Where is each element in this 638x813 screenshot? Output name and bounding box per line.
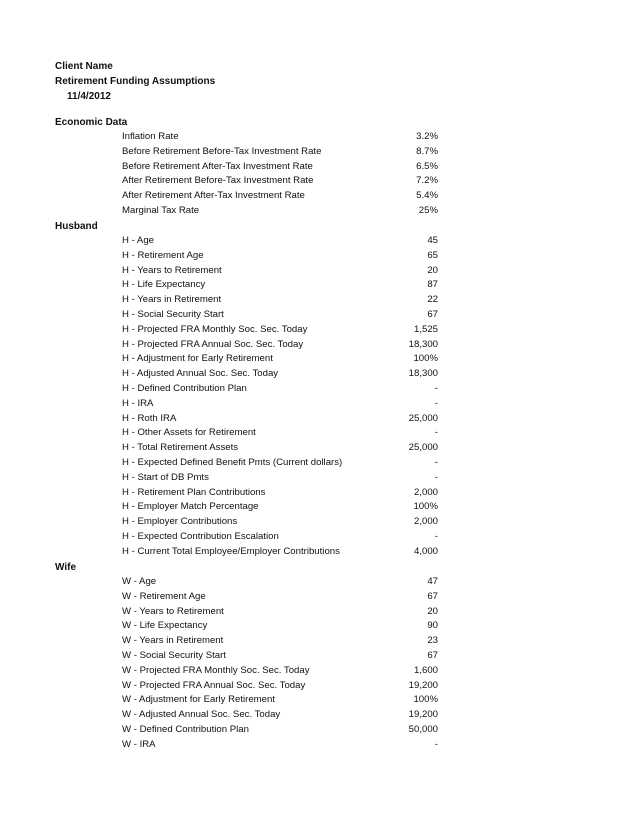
row-value: 8.7% <box>416 145 438 157</box>
row-value: 87 <box>427 279 438 291</box>
row-value: - <box>434 382 438 394</box>
row-label: H - Other Assets for Retirement <box>122 427 256 439</box>
row-value: 19,200 <box>408 679 438 691</box>
row-value: - <box>434 738 438 750</box>
document-title: Retirement Funding Assumptions <box>55 76 216 87</box>
row-value: 67 <box>427 590 438 602</box>
row-value: - <box>434 456 438 468</box>
row-value: - <box>434 471 438 483</box>
row-label: W - Adjustment for Early Retirement <box>122 694 276 706</box>
row-label: Before Retirement After-Tax Investment Rate <box>122 160 313 172</box>
row-value: 50,000 <box>408 723 438 735</box>
husband-table-row <box>0 367 638 382</box>
wife-table-row <box>0 693 638 708</box>
row-value: 100% <box>413 501 438 513</box>
row-value: 67 <box>427 308 438 320</box>
husband-table-row <box>0 382 638 397</box>
husband-table-row <box>0 456 638 471</box>
husband-table-row <box>0 234 638 249</box>
husband-table-row <box>0 500 638 515</box>
row-label: W - IRA <box>122 738 156 750</box>
husband-table-row <box>0 412 638 427</box>
wife-table-row <box>0 738 638 753</box>
row-label: W - Adjusted Annual Soc. Sec. Today <box>122 709 281 721</box>
husband-table-row <box>0 308 638 323</box>
row-value: 1,525 <box>413 323 438 335</box>
row-value: 90 <box>427 620 438 632</box>
row-label: H - Years in Retirement <box>122 294 222 306</box>
row-label: W - Retirement Age <box>122 590 206 602</box>
husband-table-row <box>0 338 638 353</box>
row-label: H - Current Total Employee/Employer Contributions <box>122 545 340 557</box>
row-label: Inflation Rate <box>122 131 179 142</box>
row-label: W - Defined Contribution Plan <box>122 723 249 735</box>
document-date: 11/4/2012 <box>67 91 111 102</box>
row-label: H - Employer Match Percentage <box>122 501 259 513</box>
husband-table-row <box>0 323 638 338</box>
wife-table-row <box>0 723 638 738</box>
row-label: H - Social Security Start <box>122 308 224 320</box>
row-value: - <box>434 530 438 542</box>
row-label: After Retirement After-Tax Investment Rate <box>122 190 305 202</box>
row-value: 100% <box>413 353 438 365</box>
row-label: H - Projected FRA Monthly Soc. Sec. Today <box>122 323 308 335</box>
row-label: Marginal Tax Rate <box>122 204 200 216</box>
row-value: 2,000 <box>413 486 438 498</box>
husband-table-row <box>0 264 638 279</box>
husband-table-row <box>0 530 638 545</box>
economic-table-row <box>0 145 638 160</box>
row-label: H - Roth IRA <box>122 412 177 424</box>
husband-table-row <box>0 515 638 530</box>
economic-table-row <box>0 204 638 219</box>
husband-table-row <box>0 486 638 501</box>
row-value: 6.5% <box>416 160 438 172</box>
economic-table-row <box>0 130 638 145</box>
husband-table-row <box>0 249 638 264</box>
husband-table-row <box>0 352 638 367</box>
row-label: H - Expected Contribution Escalation <box>122 530 279 542</box>
row-label: H - Start of DB Pmts <box>122 471 209 483</box>
row-value: 67 <box>427 649 438 661</box>
husband-table-row <box>0 278 638 293</box>
husband-rows <box>0 234 638 560</box>
row-label: H - Age <box>122 235 154 246</box>
row-value: 5.4% <box>416 190 438 202</box>
wife-table-row <box>0 664 638 679</box>
row-value: 7.2% <box>416 175 438 187</box>
row-label: H - Adjustment for Early Retirement <box>122 353 273 365</box>
wife-table-row <box>0 619 638 634</box>
row-value: 23 <box>427 635 438 647</box>
row-label: After Retirement Before-Tax Investment Rate <box>122 175 314 187</box>
row-value: 20 <box>427 264 438 276</box>
row-label: H - Adjusted Annual Soc. Sec. Today <box>122 368 279 380</box>
row-value: - <box>434 397 438 409</box>
row-value: 25,000 <box>408 412 438 424</box>
husband-table-row <box>0 426 638 441</box>
row-value: 65 <box>427 249 438 261</box>
row-label: W - Years to Retirement <box>122 605 224 617</box>
economic-table-row <box>0 160 638 175</box>
row-value: 47 <box>427 576 438 587</box>
document-header <box>55 59 215 104</box>
row-label: H - Projected FRA Annual Soc. Sec. Today <box>122 338 304 350</box>
row-value: 18,300 <box>408 338 438 350</box>
row-value: 25,000 <box>408 442 438 454</box>
wife-table-row <box>0 605 638 620</box>
section-title-economic-data: Economic Data <box>55 117 128 128</box>
row-label: H - Retirement Age <box>122 249 204 261</box>
wife-table-row <box>0 679 638 694</box>
row-label: H - Life Expectancy <box>122 279 206 291</box>
row-value: 45 <box>427 235 438 246</box>
row-label: H - Employer Contributions <box>122 516 238 528</box>
row-label: Before Retirement Before-Tax Investment Rate <box>122 145 322 157</box>
economic-table-row <box>0 174 638 189</box>
husband-table-row <box>0 441 638 456</box>
row-label: W - Projected FRA Annual Soc. Sec. Today <box>122 679 306 691</box>
husband-table-row <box>0 293 638 308</box>
economic-table-row <box>0 189 638 204</box>
row-value: 4,000 <box>413 545 438 557</box>
section-title-wife: Wife <box>55 562 77 573</box>
row-label: W - Years in Retirement <box>122 635 224 647</box>
row-label: W - Age <box>122 576 157 587</box>
row-label: H - Total Retirement Assets <box>122 442 239 454</box>
wife-rows <box>0 575 638 753</box>
row-label: H - Years to Retirement <box>122 264 222 276</box>
row-value: 22 <box>427 294 438 306</box>
husband-table-row <box>0 397 638 412</box>
row-value: 19,200 <box>408 709 438 721</box>
section-title-husband: Husband <box>55 221 98 232</box>
wife-table-row <box>0 590 638 605</box>
row-value: 3.2% <box>416 131 438 142</box>
row-value: 1,600 <box>413 664 438 676</box>
row-label: W - Social Security Start <box>122 649 226 661</box>
row-label: W - Projected FRA Monthly Soc. Sec. Today <box>122 664 310 676</box>
husband-table-row <box>0 545 638 560</box>
wife-table-row <box>0 649 638 664</box>
row-value: 25% <box>418 204 438 216</box>
row-label: W - Life Expectancy <box>122 620 208 632</box>
economic-data-rows <box>0 130 638 219</box>
wife-table-row <box>0 634 638 649</box>
row-label: H - IRA <box>122 397 154 409</box>
client-name: Client Name <box>55 61 113 72</box>
row-value: 18,300 <box>408 368 438 380</box>
row-label: H - Retirement Plan Contributions <box>122 486 266 498</box>
row-value: 100% <box>413 694 438 706</box>
row-label: H - Defined Contribution Plan <box>122 382 247 394</box>
wife-table-row <box>0 575 638 590</box>
wife-table-row <box>0 708 638 723</box>
row-value: - <box>434 427 438 439</box>
row-value: 20 <box>427 605 438 617</box>
row-value: 2,000 <box>413 516 438 528</box>
row-label: H - Expected Defined Benefit Pmts (Current dollars) <box>122 456 343 468</box>
husband-table-row <box>0 471 638 486</box>
